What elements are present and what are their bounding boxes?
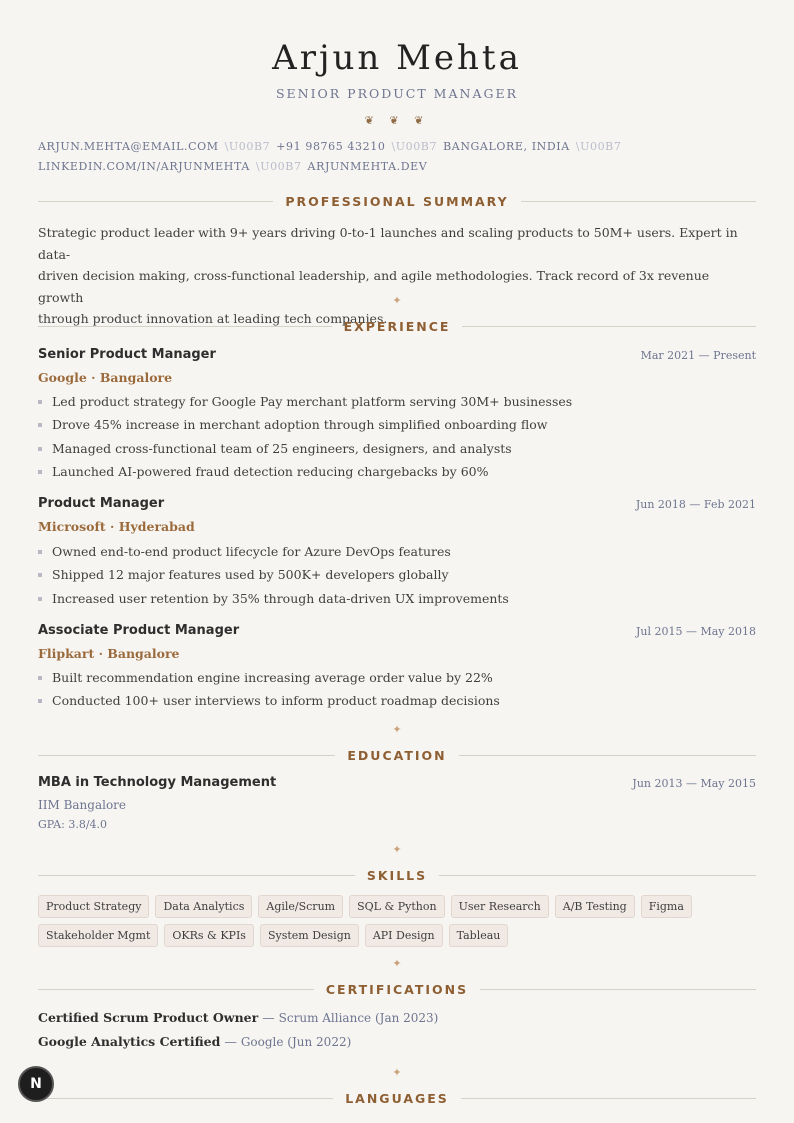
certification-item — [38, 1010, 438, 1025]
contact-location: BANGALORE, INDIA — [443, 140, 570, 153]
list-item: Increased user retention by 35% through data-driven UX improvements — [38, 590, 756, 613]
certification-dash: — — [220, 1034, 241, 1049]
divider-line — [38, 326, 332, 327]
summary-line: Strategic product leader with 9+ years driving 0-to-1 launches and scaling products to 50M+ users. Expert in data- — [38, 225, 738, 262]
candidate-title: SENIOR PRODUCT MANAGER — [275, 86, 518, 101]
job-date: Mar 2021 — Present — [640, 349, 756, 362]
education-degree: MBA in Technology Management — [38, 775, 277, 790]
list-item: Led product strategy for Google Pay merchant platform serving 30M+ businesses — [38, 393, 756, 416]
section-title: EDUCATION — [347, 747, 447, 763]
skills-row — [38, 895, 756, 918]
summary-line: driven decision making, cross-functional leadership, and agile methodologies. Track record of 3x revenue growth — [38, 268, 710, 305]
job-title: Senior Product Manager — [38, 347, 216, 362]
section-title: CERTIFICATIONS — [325, 981, 469, 997]
section-title: SKILLS — [366, 867, 428, 883]
section-divider-icon: ✦ — [392, 1066, 402, 1079]
divider-line — [38, 989, 314, 990]
job-date: Jul 2015 — May 2018 — [635, 625, 756, 638]
contact-separator: \U00B7 — [391, 140, 438, 153]
candidate-name: Arjun Mehta — [272, 38, 522, 78]
job-date: Jun 2018 — Feb 2021 — [635, 498, 756, 511]
certification-item — [38, 1034, 351, 1049]
education-date: Jun 2013 — May 2015 — [632, 777, 756, 790]
skill-tag: User Research — [451, 895, 549, 918]
list-item: Conducted 100+ user interviews to inform product roadmap decisions — [38, 692, 756, 715]
contact-separator: \U00B7 — [575, 140, 622, 153]
section-divider-icon: ✦ — [392, 843, 402, 856]
divider-line — [38, 755, 335, 756]
list-item: Launched AI-powered fraud detection reducing chargebacks by 60% — [38, 463, 756, 486]
section-divider-icon: ✦ — [392, 957, 402, 970]
skill-tag: A/B Testing — [555, 895, 635, 918]
skill-tag: Stakeholder Mgmt — [38, 924, 158, 947]
section-certifications-header — [38, 981, 756, 997]
section-divider-icon: ✦ — [392, 294, 402, 307]
section-title: PROFESSIONAL SUMMARY — [285, 193, 509, 209]
skills-row — [38, 924, 756, 947]
certification-name: Certified Scrum Product Owner — [38, 1010, 259, 1025]
section-summary-header — [38, 193, 756, 209]
skill-tag: Agile/Scrum — [258, 895, 343, 918]
skill-tag: Product Strategy — [38, 895, 149, 918]
certification-name: Google Analytics Certified — [38, 1034, 221, 1049]
job-title: Product Manager — [38, 496, 165, 511]
contact-line-1 — [38, 140, 756, 153]
summary-line: through product innovation at leading tech companies. — [38, 311, 388, 326]
section-experience-header — [38, 318, 756, 334]
list-item: Managed cross-functional team of 25 engineers, designers, and analysts — [38, 440, 756, 463]
contact-linkedin[interactable]: LINKEDIN.COM/IN/ARJUNMEHTA — [38, 160, 250, 173]
divider-line — [38, 875, 355, 876]
contact-separator: \U00B7 — [224, 140, 271, 153]
certification-issuer: Scrum Alliance (Jan 2023) — [278, 1011, 439, 1025]
divider-line — [521, 201, 756, 202]
skill-tag: System Design — [260, 924, 359, 947]
job-title: Associate Product Manager — [38, 623, 240, 638]
job-company: Flipkart · Bangalore — [38, 646, 180, 661]
contact-email[interactable]: ARJUN.MEHTA@EMAIL.COM — [38, 140, 219, 153]
list-item: Shipped 12 major features used by 500K+ developers globally — [38, 566, 756, 589]
education-gpa: GPA: 3.8/4.0 — [38, 818, 108, 831]
section-education-header — [38, 747, 756, 763]
contact-phone[interactable]: +91 98765 43210 — [276, 140, 386, 153]
list-item: Drove 45% increase in merchant adoption through simplified onboarding flow — [38, 416, 756, 439]
section-skills-header — [38, 867, 756, 883]
section-title: EXPERIENCE — [343, 318, 451, 334]
education-institution: IIM Bangalore — [38, 798, 127, 812]
job-company: Google · Bangalore — [38, 370, 173, 385]
summary-text — [38, 222, 756, 330]
section-title: LANGUAGES — [345, 1090, 449, 1106]
divider-line — [439, 875, 756, 876]
divider-line — [462, 326, 756, 327]
divider-line — [480, 989, 756, 990]
divider-line — [461, 1098, 756, 1099]
divider-line — [38, 201, 273, 202]
contact-website[interactable]: ARJUNMEHTA.DEV — [307, 160, 428, 173]
section-languages-header — [38, 1090, 756, 1106]
header-ornament: ❦ ❦ ❦ — [364, 114, 430, 127]
certification-dash: — — [258, 1010, 279, 1025]
job-bullets — [38, 669, 756, 716]
list-item: Built recommendation engine increasing average order value by 22% — [38, 669, 756, 692]
list-item: Owned end-to-end product lifecycle for Azure DevOps features — [38, 543, 756, 566]
contact-line-2 — [38, 160, 756, 173]
divider-line — [38, 1098, 333, 1099]
skill-tag: Figma — [641, 895, 692, 918]
section-divider-icon: ✦ — [392, 723, 402, 736]
job-company: Microsoft · Hyderabad — [38, 519, 195, 534]
skill-tag: OKRs & KPIs — [164, 924, 254, 947]
skill-tag: Data Analytics — [155, 895, 252, 918]
job-bullets — [38, 393, 756, 486]
job-bullets — [38, 543, 756, 613]
n-logo-icon[interactable]: N — [18, 1066, 54, 1102]
skill-tag: Tableau — [449, 924, 509, 947]
skill-tag: SQL & Python — [349, 895, 444, 918]
skills-list — [38, 895, 756, 953]
divider-line — [459, 755, 756, 756]
contact-separator: \U00B7 — [255, 160, 302, 173]
certification-issuer: Google (Jun 2022) — [240, 1035, 352, 1049]
skill-tag: API Design — [365, 924, 443, 947]
